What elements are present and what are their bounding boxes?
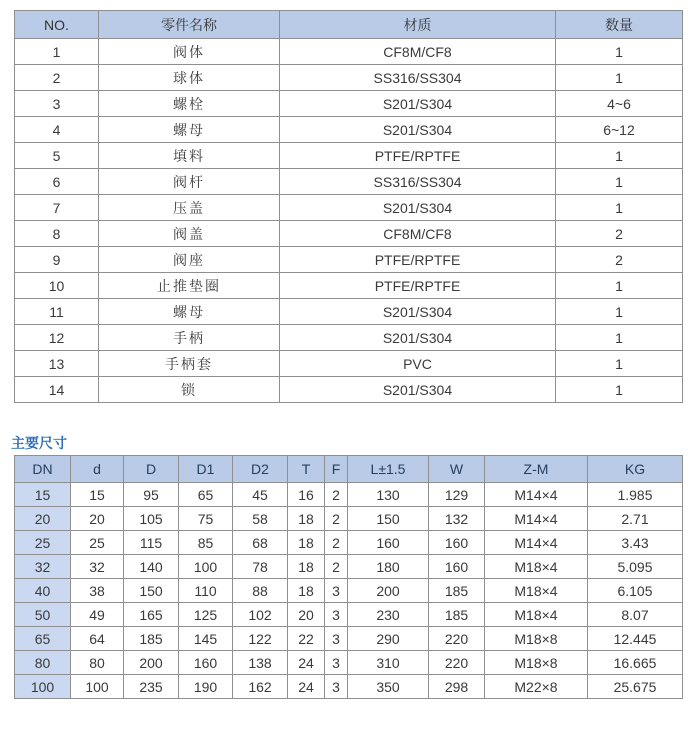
table-cell: 手柄套 [99,351,280,377]
table-cell: 2 [556,221,683,247]
table-cell: 3 [325,675,348,699]
table-cell: 310 [348,651,429,675]
table-row [15,325,683,351]
table-cell: S201/S304 [280,91,556,117]
table-cell: 58 [233,507,288,531]
table-cell: 1.985 [588,483,683,507]
table-cell: 32 [15,555,71,579]
column-header: 零件名称 [99,11,280,39]
table-cell: 1 [15,39,99,65]
column-header: Z-M [485,456,588,483]
table-cell: M22×8 [485,675,588,699]
table-cell: 7 [15,195,99,221]
table-cell: 185 [429,603,485,627]
table-cell: 145 [179,627,233,651]
table-cell: 235 [124,675,179,699]
table-cell: 150 [348,507,429,531]
table-cell: 2 [325,483,348,507]
table-row [15,117,683,143]
dimensions-table [14,455,683,699]
table-cell: S201/S304 [280,299,556,325]
table-cell: S201/S304 [280,195,556,221]
table-row [15,221,683,247]
table-cell: M14×4 [485,483,588,507]
table-cell: 185 [429,579,485,603]
table-row [15,579,683,603]
table-cell: 13 [15,351,99,377]
table-cell: 14 [15,377,99,403]
table-cell: 4~6 [556,91,683,117]
column-header: L±1.5 [348,456,429,483]
table-row [15,65,683,91]
table-row [15,651,683,675]
table-cell: 115 [124,531,179,555]
column-header: DN [15,456,71,483]
table-row [15,603,683,627]
table-cell: 18 [288,579,325,603]
table-row [15,247,683,273]
table-cell: 25 [71,531,124,555]
parts-table [14,10,683,403]
table-cell: 阀座 [99,247,280,273]
table-cell: 138 [233,651,288,675]
table-cell: 160 [429,555,485,579]
table-cell: 16.665 [588,651,683,675]
column-header: D1 [179,456,233,483]
table-cell: 350 [348,675,429,699]
table-cell: 165 [124,603,179,627]
table-cell: 3 [325,603,348,627]
table-row [15,627,683,651]
table-row [15,675,683,699]
table-cell: 8.07 [588,603,683,627]
table-cell: PTFE/RPTFE [280,143,556,169]
table-cell: 200 [124,651,179,675]
table-cell: PTFE/RPTFE [280,247,556,273]
parts-table-header [15,11,683,39]
table-cell: M18×8 [485,651,588,675]
table-cell: 15 [71,483,124,507]
table-cell: 75 [179,507,233,531]
table-cell: 1 [556,273,683,299]
table-cell: 298 [429,675,485,699]
table-cell: 螺栓 [99,91,280,117]
column-header: D [124,456,179,483]
column-header: KG [588,456,683,483]
table-cell: 阀体 [99,39,280,65]
table-cell: 手柄 [99,325,280,351]
table-cell: 5.095 [588,555,683,579]
table-cell: 180 [348,555,429,579]
table-cell: 162 [233,675,288,699]
table-cell: 22 [288,627,325,651]
table-cell: 8 [15,221,99,247]
table-cell: 88 [233,579,288,603]
table-cell: 3.43 [588,531,683,555]
table-cell: M18×4 [485,555,588,579]
table-cell: 20 [288,603,325,627]
table-row [15,483,683,507]
table-row [15,91,683,117]
table-cell: 95 [124,483,179,507]
table-cell: 105 [124,507,179,531]
table-cell: 25 [15,531,71,555]
table-cell: 15 [15,483,71,507]
table-cell: 3 [325,579,348,603]
table-cell: S201/S304 [280,325,556,351]
table-cell: PVC [280,351,556,377]
table-cell: 24 [288,651,325,675]
table-cell: 止推垫圈 [99,273,280,299]
table-cell: 100 [71,675,124,699]
table-cell: SS316/SS304 [280,65,556,91]
table-cell: 6 [15,169,99,195]
table-cell: 24 [288,675,325,699]
table-cell: 32 [71,555,124,579]
table-cell: 1 [556,377,683,403]
table-cell: M18×4 [485,579,588,603]
table-cell: 6~12 [556,117,683,143]
column-header: d [71,456,124,483]
table-cell: 20 [71,507,124,531]
table-cell: 3 [325,627,348,651]
table-cell: 38 [71,579,124,603]
table-cell: 1 [556,325,683,351]
table-cell: M14×4 [485,507,588,531]
table-cell: 6.105 [588,579,683,603]
table-cell: 85 [179,531,233,555]
column-header: 数量 [556,11,683,39]
table-cell: 2 [556,247,683,273]
table-cell: 18 [288,555,325,579]
table-cell: 阀盖 [99,221,280,247]
column-header: 材质 [280,11,556,39]
table-cell: 阀杆 [99,169,280,195]
table-cell: 1 [556,169,683,195]
table-cell: 290 [348,627,429,651]
table-cell: 45 [233,483,288,507]
table-cell: 50 [15,603,71,627]
table-cell: 10 [15,273,99,299]
table-row [15,351,683,377]
table-cell: 压盖 [99,195,280,221]
table-cell: 78 [233,555,288,579]
table-cell: 9 [15,247,99,273]
table-cell: 2 [15,65,99,91]
table-cell: PTFE/RPTFE [280,273,556,299]
table-row [15,169,683,195]
table-cell: 185 [124,627,179,651]
table-cell: 100 [15,675,71,699]
table-cell: 1 [556,65,683,91]
dimensions-table-header [15,456,683,483]
table-cell: 80 [71,651,124,675]
table-cell: S201/S304 [280,117,556,143]
table-cell: M18×8 [485,627,588,651]
table-cell: 12.445 [588,627,683,651]
table-cell: 129 [429,483,485,507]
table-cell: 122 [233,627,288,651]
table-cell: 20 [15,507,71,531]
table-cell: CF8M/CF8 [280,39,556,65]
table-row [15,299,683,325]
table-cell: 160 [179,651,233,675]
column-header: W [429,456,485,483]
column-header: NO. [15,11,99,39]
table-cell: 2.71 [588,507,683,531]
table-cell: 2 [325,507,348,531]
table-cell: 68 [233,531,288,555]
table-cell: 3 [15,91,99,117]
table-cell: 125 [179,603,233,627]
table-cell: 130 [348,483,429,507]
table-row [15,555,683,579]
table-cell: 11 [15,299,99,325]
column-header: F [325,456,348,483]
table-cell: 2 [325,555,348,579]
table-cell: 80 [15,651,71,675]
table-row [15,143,683,169]
table-cell: 220 [429,627,485,651]
table-cell: 锁 [99,377,280,403]
table-cell: 18 [288,531,325,555]
table-cell: CF8M/CF8 [280,221,556,247]
table-cell: 16 [288,483,325,507]
table-cell: 110 [179,579,233,603]
table-cell: 65 [179,483,233,507]
column-header: D2 [233,456,288,483]
table-cell: 1 [556,143,683,169]
table-cell: 160 [429,531,485,555]
table-cell: 球体 [99,65,280,91]
table-cell: 5 [15,143,99,169]
table-cell: 190 [179,675,233,699]
table-cell: 25.675 [588,675,683,699]
table-cell: S201/S304 [280,377,556,403]
table-cell: M14×4 [485,531,588,555]
table-cell: 12 [15,325,99,351]
column-header: T [288,456,325,483]
table-cell: 填料 [99,143,280,169]
table-cell: 2 [325,531,348,555]
table-cell: 100 [179,555,233,579]
table-cell: 230 [348,603,429,627]
table-cell: 螺母 [99,117,280,143]
table-cell: 64 [71,627,124,651]
table-cell: 140 [124,555,179,579]
main-dimensions-title: 主要尺寸 [11,435,67,451]
table-cell: 49 [71,603,124,627]
table-cell: M18×4 [485,603,588,627]
table-cell: SS316/SS304 [280,169,556,195]
table-cell: 200 [348,579,429,603]
table-cell: 4 [15,117,99,143]
table-cell: 3 [325,651,348,675]
table-cell: 1 [556,39,683,65]
table-cell: 132 [429,507,485,531]
table-cell: 1 [556,195,683,221]
table-cell: 160 [348,531,429,555]
table-cell: 螺母 [99,299,280,325]
table-cell: 150 [124,579,179,603]
table-row [15,195,683,221]
table-cell: 1 [556,351,683,377]
table-row [15,273,683,299]
table-cell: 220 [429,651,485,675]
table-row [15,507,683,531]
table-row [15,39,683,65]
table-cell: 102 [233,603,288,627]
table-cell: 40 [15,579,71,603]
table-row [15,377,683,403]
table-cell: 1 [556,299,683,325]
table-cell: 65 [15,627,71,651]
table-row [15,531,683,555]
table-cell: 18 [288,507,325,531]
